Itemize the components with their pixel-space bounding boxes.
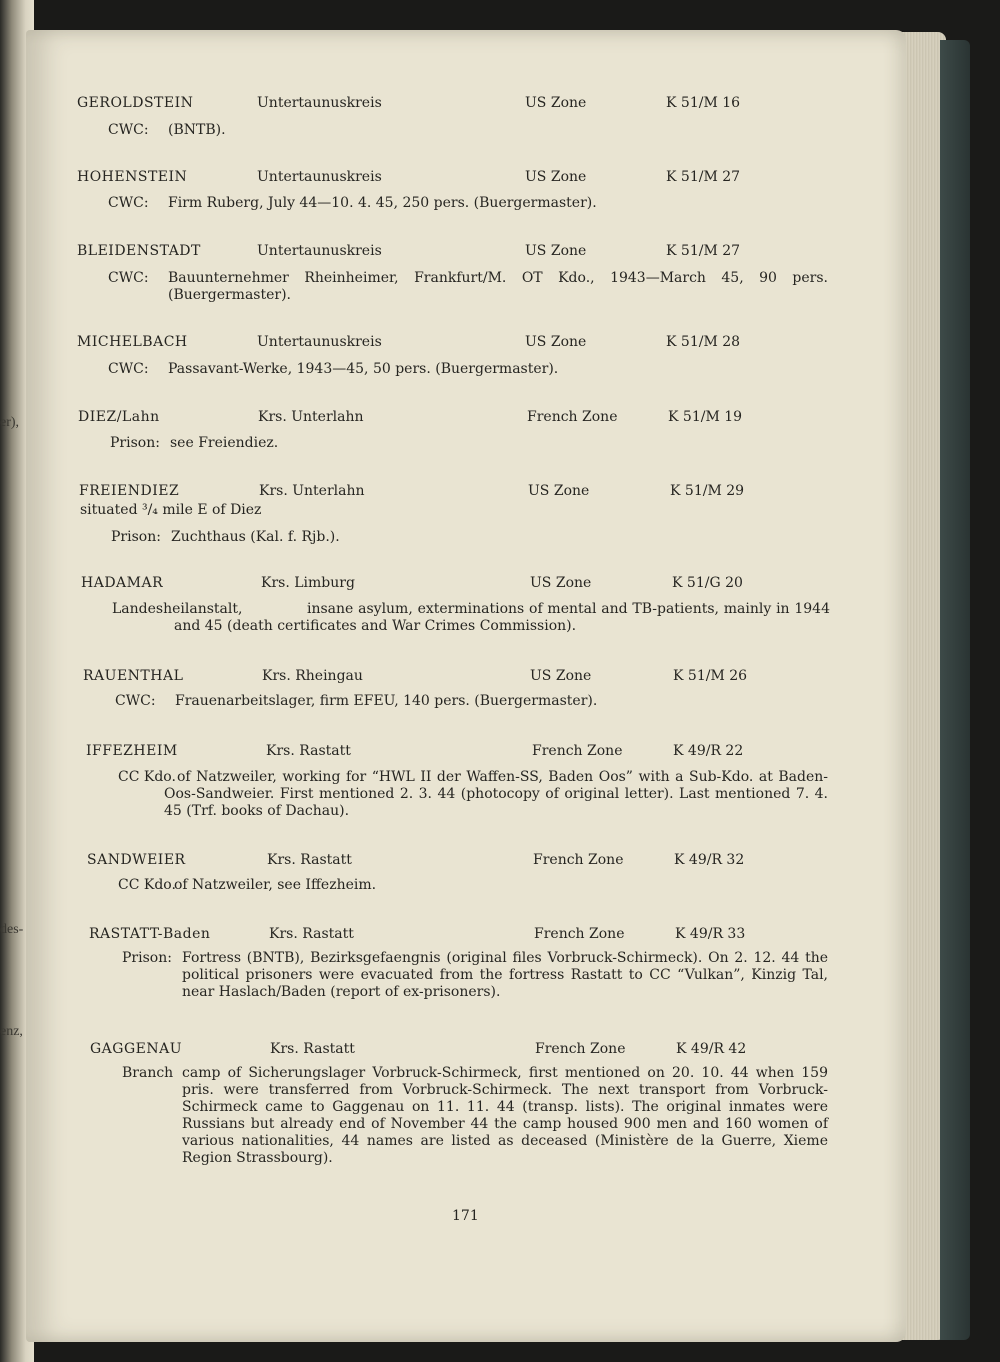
district: Krs. Rastatt xyxy=(269,926,354,942)
description-label: CWC: xyxy=(108,270,149,286)
district: Krs. Limburg xyxy=(261,575,355,591)
description-text: of Natzweiler, working for “HWL II der Waffen-SS, Baden Oos” with a Sub-Kdo. at Baden-Oos-Sandweier. First mentioned 2. 3. 44 (photocopy of original letter). Last mentioned 7. 4. 45 (Trf. books of Dachau). xyxy=(164,769,828,819)
entry-description xyxy=(112,601,830,635)
map-reference: K 51/M 19 xyxy=(668,409,743,425)
description-label: CWC: xyxy=(108,361,149,377)
description-text: (BNTB). xyxy=(168,122,226,138)
margin-fragment: des- xyxy=(0,922,24,937)
description-label: CWC: xyxy=(115,693,156,709)
place-name: RASTATT-Baden xyxy=(89,926,211,942)
description-text: Fortress (BNTB), Bezirksgefaengnis (original files Vorbruck-Schirmeck). On 2. 12. 44 the political prisoners were evacuated from the fortress Rastatt to CC “Vulkan”, Kinzig Tal, near Haslach/Baden (report of ex-prisoners). xyxy=(182,950,828,1000)
zone: US Zone xyxy=(528,483,590,499)
description-text: camp of Sicherungslager Vorbruck-Schirmeck, first mentioned on 20. 10. 44 when 159 pris. were transferred from Vorbruck-Schirmeck. The next transport from Vorbruck-Schirmeck came to Gaggenau on 11. 11. 44 (transp. lists). The original inmates were Russians but already end of November 44 the camp housed 900 men and 160 women of various nationalities, 44 names are listed as deceased (Ministère de la Guerre, Xieme Region Strassbourg). xyxy=(182,1065,828,1166)
description-text: Passavant-Werke, 1943—45, 50 pers. (Buergermaster). xyxy=(168,361,559,377)
district: Krs. Unterlahn xyxy=(259,483,365,499)
entry-description xyxy=(118,877,828,894)
place-name: MICHELBACH xyxy=(77,334,188,350)
district: Untertaunuskreis xyxy=(257,95,382,111)
margin-fragment: er), xyxy=(0,415,20,430)
place-name: RAUENTHAL xyxy=(83,668,184,684)
description-text: of Natzweiler, see Iffezheim. xyxy=(174,877,377,893)
description-label: Branch xyxy=(122,1065,174,1081)
zone: French Zone xyxy=(534,926,625,942)
map-reference: K 49/R 33 xyxy=(675,926,746,942)
book-cover xyxy=(940,40,970,1340)
place-name: HADAMAR xyxy=(81,575,164,591)
place-name: SANDWEIER xyxy=(87,852,186,868)
description-text: see Freiendiez. xyxy=(170,435,279,451)
description-label: Prison: xyxy=(111,529,161,545)
map-reference: K 51/M 29 xyxy=(670,483,745,499)
map-reference: K 51/G 20 xyxy=(672,575,743,591)
place-name: HOHENSTEIN xyxy=(77,169,188,185)
district: Krs. Rastatt xyxy=(266,743,351,759)
description-text: insane asylum, exterminations of mental and TB-patients, mainly in 1944 and 45 (death certificates and War Crimes Commission). xyxy=(174,601,830,634)
place-name: BLEIDENSTADT xyxy=(77,243,201,259)
entry-description xyxy=(115,693,830,710)
place-name: GEROLDSTEIN xyxy=(77,95,194,111)
entry-description xyxy=(118,769,828,820)
map-reference: K 49/R 32 xyxy=(674,852,745,868)
map-reference: K 49/R 22 xyxy=(673,743,744,759)
entry-description xyxy=(108,122,828,139)
margin-fragment: enz, xyxy=(0,1024,23,1039)
entry-description xyxy=(108,361,828,378)
entry-description xyxy=(108,195,828,212)
description-label: CWC: xyxy=(108,122,149,138)
zone: French Zone xyxy=(533,852,624,868)
description-label: Prison: xyxy=(122,950,172,966)
district: Krs. Unterlahn xyxy=(258,409,364,425)
description-label: Prison: xyxy=(110,435,160,451)
district: Untertaunuskreis xyxy=(257,243,382,259)
map-reference: K 51/M 27 xyxy=(666,169,741,185)
zone: US Zone xyxy=(525,169,587,185)
description-text: Frauenarbeitslager, firm EFEU, 140 pers. (Buergermaster). xyxy=(175,693,598,709)
zone: French Zone xyxy=(532,743,623,759)
description-label: Landesheilanstalt, xyxy=(112,601,243,617)
zone: US Zone xyxy=(525,243,587,259)
location-subtitle: situated ³/₄ mile E of Diez xyxy=(80,502,262,518)
entry-description xyxy=(122,1065,828,1167)
district: Untertaunuskreis xyxy=(257,169,382,185)
place-name: DIEZ/Lahn xyxy=(78,409,160,425)
map-reference: K 51/M 28 xyxy=(666,334,741,350)
description-text: Bauunternehmer Rheinheimer, Frankfurt/M. OT Kdo., 1943—March 45, 90 pers. (Buergermaster). xyxy=(168,270,828,303)
place-name: IFFEZHEIM xyxy=(86,743,178,759)
place-name: FREIENDIEZ xyxy=(79,483,180,499)
zone: US Zone xyxy=(525,334,587,350)
map-reference: K 51/M 26 xyxy=(673,668,748,684)
description-label: CWC: xyxy=(108,195,149,211)
description-text: Firm Ruberg, July 44—10. 4. 45, 250 pers. (Buergermaster). xyxy=(168,195,597,211)
entry-description xyxy=(122,950,828,1001)
entry-description xyxy=(108,270,828,304)
description-label: CC Kdo. xyxy=(118,877,176,893)
entry-description xyxy=(110,435,830,452)
description-label: CC Kdo. xyxy=(118,769,176,785)
district: Krs. Rastatt xyxy=(267,852,352,868)
zone: US Zone xyxy=(530,575,592,591)
district: Krs. Rastatt xyxy=(270,1041,355,1057)
district: Krs. Rheingau xyxy=(262,668,363,684)
description-text: Zuchthaus (Kal. f. Rjb.). xyxy=(171,529,340,545)
zone: US Zone xyxy=(525,95,587,111)
place-name: GAGGENAU xyxy=(90,1041,183,1057)
zone: US Zone xyxy=(530,668,592,684)
district: Untertaunuskreis xyxy=(257,334,382,350)
page-number: 171 xyxy=(452,1208,479,1224)
map-reference: K 51/M 27 xyxy=(666,243,741,259)
map-reference: K 49/R 42 xyxy=(676,1041,747,1057)
entry-description xyxy=(111,529,831,546)
zone: French Zone xyxy=(527,409,618,425)
zone: French Zone xyxy=(535,1041,626,1057)
map-reference: K 51/M 16 xyxy=(666,95,741,111)
